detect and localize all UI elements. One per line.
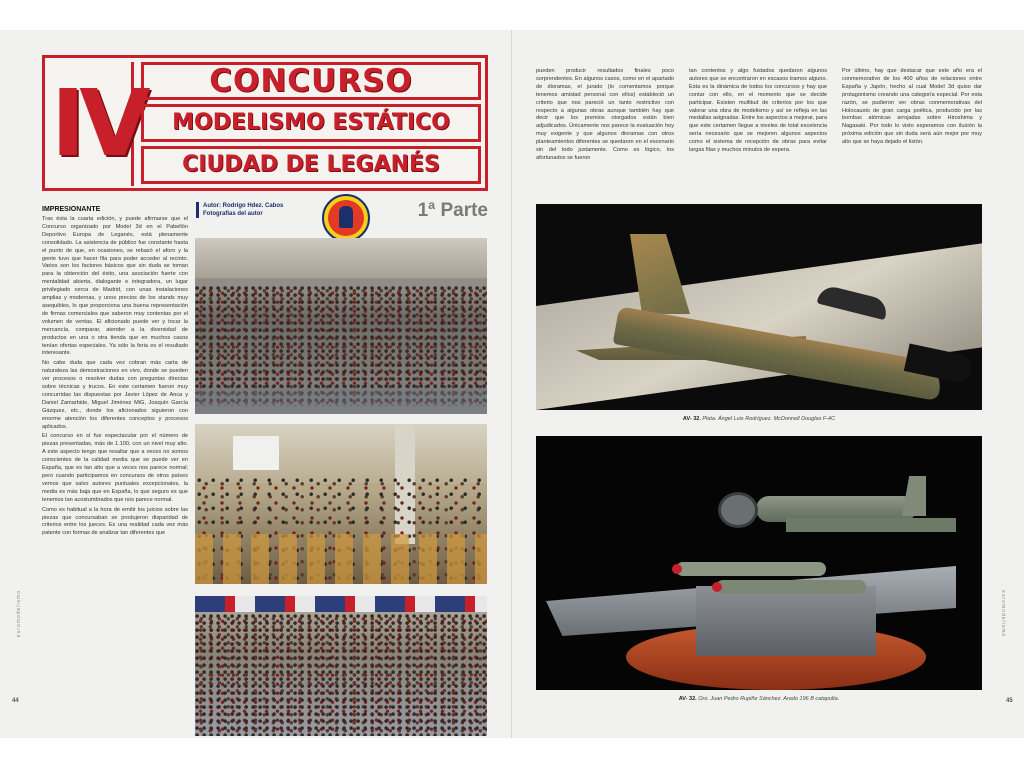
column-heading: IMPRESIONANTE — [42, 206, 101, 213]
byline — [196, 202, 323, 218]
page-number-right: 45 — [1006, 698, 1013, 704]
side-tab-left: euromodelismo — [16, 590, 22, 638]
paragraph: Tras ésta la cuarta edición, y puede afirmarse que el Concurso organizado por Model 3d en el Pabellón Deportivo Europa de Leganés, está plenamente consolidado. La asistencia de público fue constante hasta el punto de que, en ocasiones, se rebasó el aforo y la gente tuvo que hacer fila para poder acceder al recinto. Varios son los factores básicos que sin duda se toman para la obtención del éxito, una asociación fuerte con mentalidad abierta, dialogante e integradora, un lugar privilegiado cerca de Madrid, con unas instalaciones amplias y modernas, y unos precios de los stands muy asequibles, lo que proporciona una buena representación de firmas comerciales que saberon muy contentas por el volumen de ventas. El aficionado puede ver y tocar la mercancía, comparar, atender a la diversidad de productos en una o otra tienda que en muchos casos tenían ofertas especiales. Ya sólo la feria es el resultado interesante. — [42, 216, 188, 357]
caption-f4 — [536, 416, 982, 422]
right-text-column-1: pueden producir resultados finales poco sorprendentes. En algunos casos, como en el apartado de dioramas, el jurado (lo comentamos porque tenemos amistad personal con ellos) estableció un criterio que nos pareció un tanto restrictivo con respecto a algunas obras aunque también hay que decir que los premios otorgados están bien adjudicados. Únicamente nos parece la evaluación hoy muy exigente y que algunos dioramas con otros planteamientos diferentes se quedaron en el escenario sin del todo justamente. Como es lógico, los afortunados se fueron — [536, 68, 674, 161]
photo-display-tables — [195, 596, 487, 736]
photo-exhibition-hall — [195, 238, 487, 414]
right-text-column-3: Por último, hay que destacar que este año era el conmemorativo de los 400 años de relaciones entre España y Japón, hecho al cual Model 3d quiso dar protagonismo creando una categoría especial. Por esta razón, se pudieron ver obras conmemorativas del Holocausto de gran carga poética, producido por las bombas atómicas arrojadas sobre Hiroshima y Nagasaki. Por todo lo visto esperamos con ilusión la próxima edición que sin duda será aún mejor por muy alto que se haya dejado el listón. — [842, 68, 982, 146]
side-tab-right: euromodelismo — [1000, 590, 1006, 638]
photo-f4-phantom-model — [536, 204, 982, 410]
paragraph: No cabe duda que cada vez cobran más carta de naturaleza las demostraciones en vivo, donde se pueden ver procesos o resolver dudas con preguntas directas sobre técnicas y trucos. En este certamen fueron muy concurridas las dispuestas por Javier López de Anca y Daniel Zamarbide, Miguel Jiménez MiG, Joaquín García Gázquez, etc., donde los aficionados siguieron con enorme atención los diferentes conceptos y procesos aplicados. — [42, 360, 188, 430]
caption-text: Plata. Ángel Luis Rodríguez. McDonnell Douglas F-4C — [702, 416, 836, 422]
part-label: 1ª Parte — [417, 200, 488, 221]
photo-credit: Fotografías del autor — [203, 211, 263, 217]
magazine-spread — [0, 30, 1024, 738]
author-credit: Autor: Rodrigo Hdez. Cabos — [203, 203, 284, 209]
caption-code: AV- 32. — [682, 416, 701, 422]
title-line-concurso: CONCURSO — [141, 62, 481, 100]
title-block — [42, 55, 488, 191]
club-logo-icon — [322, 194, 370, 242]
right-text-column-2: tan contentos y algo fustados quedaron algunos autores que se encontraron en escasos tramos alguno. Esta es la dinámica de todos los concursos y hay que contar con ello, en el momento que se decide participar. Existen multitud de criterios por los que valorar una obra de modelismo y así se refleja en las medallas asignadas. Entre los aspectos a mejorar, para que este certamen llegue a niveles de total excelencia sería necesario que se mejoren algunos aspectos como el sistema de recepción de obras para evitar largas filas y muchos minutos de espera. — [689, 68, 827, 154]
photo-demonstration-audience — [195, 424, 487, 584]
title-line-modelismo: MODELISMO ESTÁTICO — [141, 104, 481, 142]
title-line-ciudad: CIUDAD DE LEGANÉS — [141, 146, 481, 184]
left-text-column — [42, 216, 188, 734]
caption-arado — [536, 696, 982, 702]
caption-text: Oro. Juan Pedro Rupiñe Sánchez. Arado 196 B catapulta. — [698, 696, 840, 702]
caption-code: AV- 32. — [678, 696, 697, 702]
roman-numeral: IV — [51, 62, 134, 186]
left-page — [0, 30, 512, 738]
photo-arado-seaplane-diorama — [536, 436, 982, 690]
paragraph: Como es habitual a la hora de emitir los juicios sobre las piezas que concursaban se produjeron disparidad de criterios entre los jueces. Es una realidad cada vez más patente con formas de analizar tan diferentes que — [42, 506, 188, 537]
paragraph: El concurso en sí fue espectacular por el número de piezas presentadas, más de 1.100, con un nivel muy alto. A este aspecto tengo que resaltar que a veces no somos conscientes de la calidad media que se puede ver en España, que es tan alto que a veces nos parece normal; pero cuando participamos en concursos de otros países vemos que salvo autores puntuales excepcionales, la media es más baja que en España, lo que seguro es que tenemos tan acostumbrados que nos parece normal. — [42, 433, 188, 503]
page-number-left: 44 — [12, 698, 19, 704]
